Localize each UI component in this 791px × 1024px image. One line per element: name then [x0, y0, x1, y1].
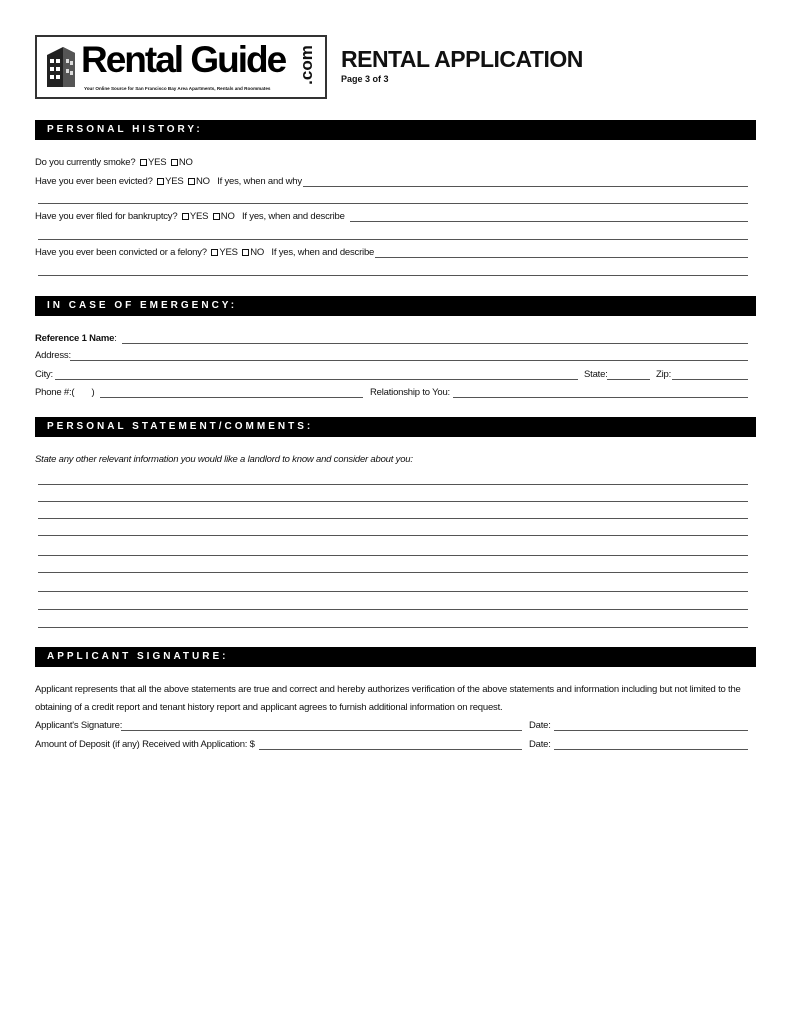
statement-line-6[interactable]: [38, 572, 748, 573]
smoke-question: Do you currently smoke? YES NO: [35, 157, 193, 168]
deposit-date-field[interactable]: [554, 749, 748, 750]
statement-line-7[interactable]: [38, 591, 748, 592]
signature-field[interactable]: [121, 730, 522, 731]
section-heading-personal-history: PERSONAL HISTORY:: [35, 120, 756, 140]
deposit-field[interactable]: [259, 749, 522, 750]
section-heading-statement: PERSONAL STATEMENT/COMMENTS:: [35, 417, 756, 437]
statement-prompt: State any other relevant information you would like a landlord to know and consider about you:: [35, 454, 413, 465]
evicted-no-checkbox[interactable]: NO: [186, 176, 210, 188]
reference-name-label: Reference 1 Name:: [35, 333, 117, 344]
smoke-yes-checkbox[interactable]: YES: [138, 157, 166, 169]
bankruptcy-yes-checkbox[interactable]: YES: [180, 211, 208, 223]
evicted-detail-field[interactable]: [303, 186, 748, 187]
checkbox-icon: [140, 159, 147, 166]
state-field[interactable]: [607, 379, 650, 380]
signature-date-label: Date:: [529, 720, 551, 731]
certification-text-line-2: obtaining of a credit report and tenant history report and applicant agrees to furnish additional information on request.: [35, 702, 503, 713]
evicted-detail-field-2[interactable]: [38, 203, 748, 204]
logo-tagline: Your Online Source for San Francisco Bay Area Apartments, Rentals and Roommates: [84, 86, 271, 91]
checkbox-icon: [211, 249, 218, 256]
section-heading-signature: APPLICANT SIGNATURE:: [35, 647, 756, 667]
statement-line-4[interactable]: [38, 535, 748, 536]
deposit-label: Amount of Deposit (if any) Received with Application: $: [35, 739, 255, 750]
zip-field[interactable]: [672, 379, 748, 380]
felony-no-checkbox[interactable]: NO: [240, 247, 264, 259]
bankruptcy-no-checkbox[interactable]: NO: [211, 211, 235, 223]
bankruptcy-detail-field[interactable]: [350, 221, 748, 222]
section-heading-emergency: IN CASE OF EMERGENCY:: [35, 296, 756, 316]
felony-question: Have you ever been convicted or a felony? YES NO If yes, when and describe: [35, 247, 375, 258]
checkbox-icon: [157, 178, 164, 185]
checkbox-icon: [171, 159, 178, 166]
checkbox-icon: [242, 249, 249, 256]
page-title: RENTAL APPLICATION: [341, 46, 583, 72]
zip-label: Zip:: [656, 369, 672, 380]
phone-number-field[interactable]: [100, 397, 363, 398]
logo: [35, 35, 327, 99]
smoke-no-checkbox[interactable]: NO: [169, 157, 193, 169]
felony-yes-checkbox[interactable]: YES: [209, 247, 237, 259]
statement-line-8[interactable]: [38, 609, 748, 610]
logo-wordmark: Rental Guide: [81, 39, 286, 80]
felony-detail-field[interactable]: [375, 257, 748, 258]
bankruptcy-detail-field-2[interactable]: [38, 239, 748, 240]
reference-name-field[interactable]: [122, 343, 748, 344]
statement-line-2[interactable]: [38, 501, 748, 502]
statement-line-9[interactable]: [38, 627, 748, 628]
statement-line-5[interactable]: [38, 555, 748, 556]
certification-text-line-1: Applicant represents that all the above statements are true and correct and hereby authorizes verification of the above statements and information including but not limited to the: [35, 684, 741, 695]
signature-label: Applicant's Signature:: [35, 720, 123, 731]
evicted-question: Have you ever been evicted? YES NO If yes, when and why: [35, 176, 302, 187]
felony-detail-field-2[interactable]: [38, 275, 748, 276]
deposit-date-label: Date:: [529, 739, 551, 750]
city-field[interactable]: [55, 379, 578, 380]
building-icon: [43, 43, 79, 89]
phone-label: Phone #:( ): [35, 387, 95, 398]
checkbox-icon: [213, 213, 220, 220]
logo-suffix: .com: [297, 45, 316, 85]
address-label: Address:: [35, 350, 71, 361]
checkbox-icon: [188, 178, 195, 185]
bankruptcy-question: Have you ever filed for bankruptcy? YES NO If yes, when and describe: [35, 211, 345, 222]
city-label: City:: [35, 369, 54, 380]
relationship-field[interactable]: [453, 397, 748, 398]
page-number: Page 3 of 3: [341, 74, 389, 84]
relationship-label: Relationship to You:: [370, 387, 450, 398]
address-field[interactable]: [70, 360, 748, 361]
checkbox-icon: [182, 213, 189, 220]
statement-line-3[interactable]: [38, 518, 748, 519]
statement-line-1[interactable]: [38, 484, 748, 485]
signature-date-field[interactable]: [554, 730, 748, 731]
evicted-yes-checkbox[interactable]: YES: [155, 176, 183, 188]
state-label: State:: [584, 369, 608, 380]
phone-area-code-field[interactable]: [73, 385, 93, 397]
